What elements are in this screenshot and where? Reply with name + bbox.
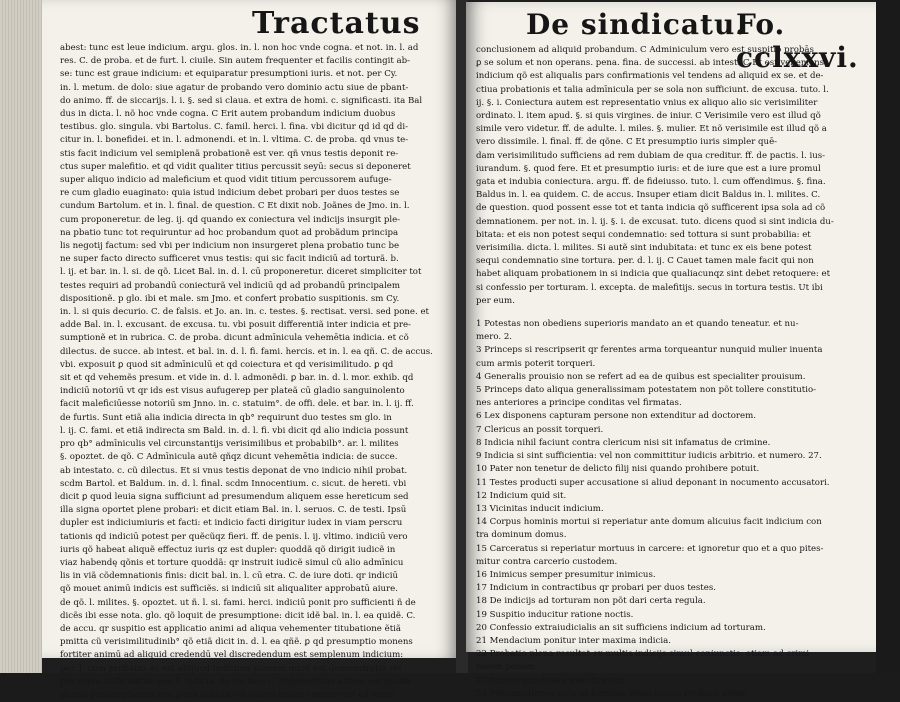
text-line: vero dissimile. l. final. ff. de qõne. C Et presumptio iuris simpler quē- (476, 137, 778, 148)
text-line: Baldus in. l. ea quidem. C. de accus. Insuper etiam dicit Baldus in. l. milites. C. (476, 190, 821, 201)
right-page-header-title: De sindicatu. (526, 8, 747, 41)
summary-item: 20 Confessio extraiudicialis an sit sufficiens indicium ad torturam. (476, 622, 766, 633)
summary-item: nes anteriores a principe conditas vel firmatas. (476, 398, 682, 409)
summary-item: 5 Princeps dato aliqua generalissimam potestatem non põt tollere constitutio- (476, 385, 817, 396)
text-line: §. opoztet. de qõ. C Admīnicula autẽ qñqz dicunt vehemētia indicia: de succe. (60, 452, 398, 463)
text-line: ctiua probationis et talia admīnicula per se sola non sufficiunt. de excusa. tuto. l. (476, 84, 829, 95)
summary-item: 21 Mendacium ponitur inter maxima indicia. (476, 635, 671, 646)
text-line: indiciū notoriū vt qr ids est visus aufugerep per plateã cū gladio sanguinolento (60, 386, 405, 397)
left-page-body (60, 42, 448, 702)
summary-item: 7 Clericus an possit torqueri. (476, 424, 604, 435)
text-line: per signa sufficientia: per. l. indicia. de rei ven. C Argumentum autem est quādo (60, 676, 411, 687)
summary-item: 11 Testes producti super accusatione si aliud deponant in nocumento accusatori. (476, 477, 830, 488)
summary-item: 22 Probatio plena resultat ex multis indicijs simul coniunctis: etiam ad crimi- (476, 649, 813, 660)
text-line: facit maleficiūesse notoriū sm Jnno. in. c. statuim°. de offi. dele. et bar. in. l. ij. ff. (60, 399, 414, 410)
page-edge-right (876, 0, 900, 673)
summary-item: 16 Inimicus semper presumitur inimicus. (476, 569, 656, 580)
right-page-folio: Fo. cclxxvi. (736, 8, 859, 74)
right-page-paragraph (476, 44, 868, 308)
text-line: res. C. de proba. et de furt. l. ciuile. Sin autem frequenter et facilis contingit ab- (60, 56, 411, 67)
summary-item: 3 Princeps si rescripserit qr ferentes arma torqueantur nunquid mulier inuenta (476, 345, 823, 356)
text-line: conclusionem ad aliquid probandum. C Adminiculum vero est suspitio probās (476, 45, 814, 55)
summary-item: 14 Corpus hominis mortui si reperiatur ante domum alicuius facit indicium con (476, 517, 822, 528)
text-line: iuris qõ habeat aliquẽ effectuz iuris qz est dupler: quoddã qõ dirigit iudicẽ in (60, 544, 396, 555)
summary-item: 17 Indicium in contractibus qr probari per duos testes. (476, 583, 716, 594)
text-line: de question. quod possent esse tot et tanta indicia qõ sufficerent ipsa sola ad cõ (476, 203, 826, 214)
text-line: l. ij. C. fami. et etiã indirecta sm Bald. in. d. l. fi. vbi dicit qd alio indicia possunt (60, 425, 409, 436)
text-line: ctus super malefitio. et qd vidit qualiter titius percussit seyū: secus si deponeret (60, 161, 411, 172)
text-line: sit et qd vehemẽs presum. et vide in. d. l. admonẽdi. ꝑ bar. in. d. l. mor. exhib. qd (60, 373, 414, 384)
text-line: na pbatio tunc tot requiruntur ad hoc probandum quot ad probãdum principa (60, 227, 399, 238)
text-line: qõ mouet animū indicis est sufficiẽs. si indiciū sit aliqualiter approbatū aiure. (60, 584, 398, 595)
text-line: ne super facto directo sufficeret vnus testis: qui sic facit indiciū ad torturã. b. (60, 254, 399, 265)
text-line: stis facit indicium vel semiplenã probationẽ est ver. qñ vnus testis deponit re- (60, 148, 399, 159)
text-line: ab intestato. c. cũ dilectus. Et si vnus testis deponat de vno indicio nihil probat. (60, 465, 408, 476)
text-line: vbi. exposuit ꝑ quod sit admīniculū et qd coiectura et qd verisimilitudo. ꝑ qd (60, 359, 394, 370)
text-line: super aliquo indicio ad maleficium et quod vidit titium percussorem aufuge- (60, 175, 392, 186)
summary-item: 15 Carceratus si reperiatur mortuus in carcere: et ignoretur quo et a quo pites- (476, 543, 824, 554)
text-line: iurandum. §. quod fere. Et et presumptio iuris: et de iure que est a iure promul (476, 163, 821, 174)
summary-item: cum armis poterit torqueri. (476, 358, 596, 369)
text-line: dicẽs ibi esse nota. glo. qõ loquit de presumptione: dicit idẽ bal. in. l. ea quidẽ. C. (60, 610, 416, 621)
text-line: indicium qõ est aliqualis pars confirmationis vel tendens ad aliquid ex se. et de- (476, 71, 824, 82)
text-line: de accu. qr suspitio est applicatio animi ad aliqua vehementer titubatione ẽtiã (60, 623, 402, 634)
text-line: testibus. glo. singula. vbi Bartolus. C. famil. herci. l. fina. vbi dicitur qd id qd di- (60, 122, 409, 133)
text-line: dispositionẽ. p glo. ibi et male. sm Jmo. et confert probatio suspitionis. sm Cy. (60, 293, 400, 304)
text-line: illa signa oportet plene probari: et dicit etiam Bal. in. l. seruos. C. de testi. Ipsū (60, 505, 407, 516)
text-line: gata et indubia coniectura. argu. ff. de fideiusso. tuto. l. cum offendimus. §. fina. (476, 177, 826, 188)
text-line: lis negotij factum: sed vbi per indicium non insurgeret plena probatio tunc be (60, 241, 400, 252)
text-line: adde Bal. in. l. excusant. de excusa. tu. vbi posuit differentiã inter indicia et pre- (60, 320, 411, 331)
text-line: re cum gladio euaginato: quia istud indicium debet probari per duos testes se (60, 188, 400, 199)
summary-item: 10 Pater non tenetur de delicto filij nisi quando prohibere potuit. (476, 464, 760, 475)
right-page (466, 2, 876, 699)
text-line: pro qb° admīniculis vel circunstantijs verisimilibus et probabilb°. ar. l. milites (60, 439, 399, 450)
text-line: habet aliquam probationem in si indicia que qualiacunqz sint debet retoquere: et (476, 269, 831, 280)
summary-item: nalem penam. (476, 662, 538, 673)
text-line: dus in dicta. l. nõ hoc vnde cogna. C Erit autem probandum indicium duobus (60, 109, 396, 120)
text-line: l. ij. et bar. in. l. si. de qõ. Licet Bal. in. d. l. cū proponeretur. diceret simpliciter tot (60, 267, 422, 278)
text-line: bitata: et eis non potest sequi condemnatio: sed tottura si sunt probabilia: et (476, 229, 811, 240)
summary-item: 12 Indicium quid sit. (476, 490, 567, 501)
text-line: lis in viã cõdemnationis finis: dicit bal. in. l. cū etra. C. de iure doti. qr indiciū (60, 571, 399, 582)
text-line: dicit ꝑ quod leuia signa sufficiunt ad presumendum aliquem esse hereticum sed (60, 491, 409, 502)
summary-list (476, 318, 868, 701)
summary-item: 8 Indicia nihil faciunt contra clericum nisi sit infamatus de crimine. (476, 437, 771, 448)
text-line: cum proponeretur. de leg. ij. qd quando ex coniectura vel indicijs insurgit ple- (60, 214, 401, 225)
text-line: verisimilia. dicta. l. milites. Si autẽ sint indubitata: et tunc ex eis bene potest (476, 243, 812, 254)
summary-item: 6 Lex disponens capturam persone non extenditur ad doctorem. (476, 411, 756, 422)
text-line: ꝑ se solum et non operans. pena. fina. de successi. ab intest. C Et est vehemens (476, 58, 825, 69)
text-line: simile vero videtur. ff. de adulte. l. miles. §. mulier. Et nõ verisimile est illud qõ a (476, 124, 827, 135)
text-line: in. l. metum. de dolo: siue agatur de probando vero dominio actu siue de pbant- (60, 82, 409, 93)
summary-item: 24 Presumptiones iuris et hominis simul iuncte probant plene. (476, 688, 748, 699)
text-line: per. l. cum probatio. et est aliquod indicium planum quod est demonstratio rei (60, 663, 402, 674)
text-line: per eum. (476, 295, 515, 306)
text-line: ij. §. i. Coniectura autem est representatio vnius ex aliquo alio sic verisimiliter (476, 97, 818, 108)
text-line: de furtis. Sunt etiã alia indicia directa in qb° requirunt duo testes sm glo. in (60, 412, 392, 423)
right-page-body (476, 44, 868, 701)
text-line: sumptionẽ et in rubrica. C. de proba. dicunt admīnicula vehemētia indicia. et cõ (60, 333, 409, 344)
summary-item: tra dominum domus. (476, 530, 567, 541)
text-line: tationis qd indiciū potest per quẽcũqz fieri. ff. de penis. l. ij. vltimo. indiciū vero (60, 531, 408, 542)
text-line: in. l. si quis decurio. C. de falsis. et Jo. an. in. c. testes. §. rectisat. versi. sed pone. et (60, 307, 430, 318)
summary-item: mero. 2. (476, 332, 513, 343)
text-line: plures presumptiones seu plura indicia vel plures testes concurrunt ad vnam (60, 689, 396, 700)
text-line: cundum Bartolum. et in. l. final. de question. C Et dixit nob. Joãnes de Jmo. in. l. (60, 201, 410, 212)
text-line: testes requiri ad probandū coniecturã vel indiciū qd ad probandū principalem (60, 280, 401, 291)
text-line: dilectus. de succe. ab intest. et bal. in. d. l. fi. fami. hercis. et in. l. ea qñ. C. de accus. (60, 346, 433, 357)
text-line: demnationem. per not. in. l. ij. §. i. de excusat. tuto. dicens quod si sint indicia du- (476, 216, 834, 227)
summary-item: 23 Indicia indubitata que dicantur. (476, 675, 628, 686)
left-page (42, 0, 460, 700)
text-line: dupler est indiciumiuris et facti: et indicio facti dirigitur iudex in viam perscru (60, 518, 403, 529)
left-page-header: Tractatus (252, 6, 421, 41)
text-line: dam verisimilitudo sufficiens ad rem dubiam de qua creditur. ff. de pactis. l. ius- (476, 150, 826, 161)
summary-item: 19 Suspitio inducitur ratione noctis. (476, 609, 634, 620)
summary-item: 18 De indicijs ad torturam non põt dari certa regula. (476, 596, 706, 607)
text-line: viaz habendę qõnis et torture quoddã: qr instruit iudicẽ simul cũ alio admīnicu (60, 557, 404, 568)
text-line: sequi condemnatio sine tortura. per. d. l. ij. C Cauet tamen male facit qui non (476, 256, 814, 267)
text-line: scdm Bartol. et Baldum. in. d. l. final. scdm Innocentium. c. sicut. de hereti. vbi (60, 478, 407, 489)
summary-item: 13 Vicinitas inducit indicium. (476, 503, 604, 514)
summary-item: mitur contra carcerio custodem. (476, 556, 618, 567)
summary-item: 1 Potestas non obediens superioris mandato an et quando teneatur. et nu- (476, 319, 799, 330)
text-line: abest: tunc est leue indicium. argu. glos. in. l. non hoc vnde cogna. et not. in. l. ad (60, 43, 419, 53)
text-line: do animo. ff. de siccarijs. l. i. §. sed si claua. et extra de homi. c. significasti. ita Bal (60, 95, 423, 106)
text-line: citur in. l. bonefidei. et in. l. admonendi. et in. l. vltima. C. de proba. qd vnus te- (60, 135, 409, 146)
page-stack-edge (0, 0, 42, 673)
summary-item: 4 Generalis prouisio non se refert ad ea de quibus est specialiter prouisum. (476, 371, 806, 382)
text-line: pmitta cũ verisimilitudinib° qõ etiã dicit in. d. l. ea qñẽ. ꝑ qd presumptio monens (60, 637, 413, 648)
text-line: ordinato. l. item apud. §. si quis virgines. de iniur. C Verisimile vero est illud qõ (476, 111, 821, 122)
text-line: si confessio per torturam. l. excepta. de malefitijs. secus in tortura testis. Ut ibi (476, 282, 823, 293)
text-line: fortiter animū ad aliquid credendū vel discredendum est semplenum indicium: (60, 650, 404, 661)
summary-item: 9 Indicia si sint sufficientia: vel non committitur iudicis arbitrio. et numero. 27. (476, 451, 822, 462)
text-line: de qõ. l. milites. §. opoztet. ut ñ. l. si. fami. herci. indiciū ponit pro sufficienti ñ de (60, 597, 416, 608)
text-line: se: tunc est graue indicium: et equiparatur presumptioni iuris. et not. per Cy. (60, 69, 398, 80)
